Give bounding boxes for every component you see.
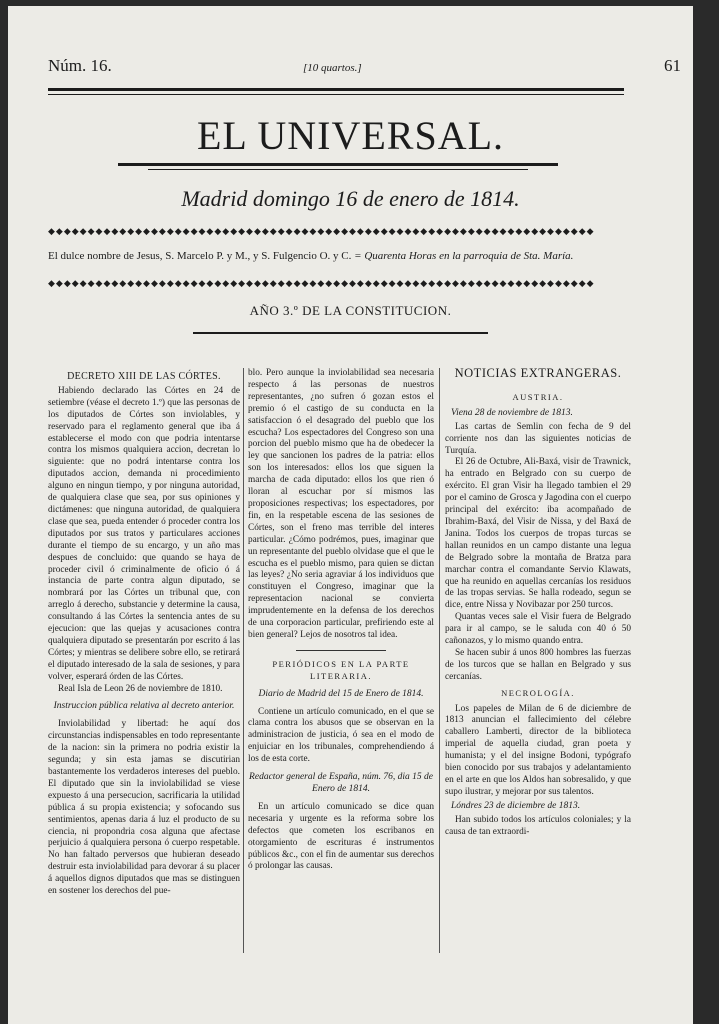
instruction-heading: Instruccion pública relativa al decreto anterior.: [53, 701, 235, 712]
column-1: [48, 368, 240, 898]
issue-number: Núm. 16.: [48, 56, 112, 75]
vienna-dateline: Viena 28 de noviembre de 1813.: [451, 407, 573, 418]
periodicals-heading: PERIÓDICOS EN LA PARTE LITERARIA.: [272, 658, 410, 681]
decree-signature: Real Isla de Leon 26 de noviembre de 1810.: [58, 683, 223, 694]
price-note: [10 quartos.]: [303, 62, 362, 74]
section-rule: [296, 650, 386, 651]
masthead-title: EL UNIVERSAL.: [196, 113, 505, 158]
necrology-text: Los papeles de Milan de 6 de diciembre de 1813 anuncian el fallecimiento del célebre caballero Lamberti, director de la biblioteca imperial de aquella ciudad, gran poeta y humanista; y el del insigne Bodoni, typógrafo bien conocido por sus trabajos y adelantamiento en el arte en que los Aldos han sobresalido, y que supo ilustrar, y mejorar por sus talentos.: [445, 703, 631, 797]
column-3: [445, 368, 631, 839]
decree-text: Habiendo declarado las Córtes en 24 de setiembre (véase el decreto 1.º) que las personas de los diputados de Córtes son inviolables, y reservado para el reglamento general que iba á establecerse el modo con que podria intentarse contra los mismos qualquiera accion, decretan lo siguiente: que no podrá intentarse contra los diputados accion, demanda ni procedimiento alguno en ningun tiempo, y por ninguna autoridad, de qualquiera clase que sea, por sus opiniones y dictámenes: que ninguna autoridad, de qualquiera clase que sea, pueda entender ó proceder contra los diputados por sus tratos y particulares acciones durante el tiempo de su encargo, y un año mas despues de concluido: que quando se haya de proceder civil ó criminalmente de oficio ó á instancia de parte contra algun diputado, se nombrará por las Córtes un tribunal que, con arreglo á derecho, substancie y determine la causa, consultando á las Córtes la sentencia antes de su ejecucion: que las quejas y acusaciones contra qualquiera diputado se presentarán por escrito á las Córtes; y mientras se delibere sobre ello, se retirará el diputado interesado de la sala de sesiones, y para volver, esperará órden de las Córtes.: [48, 385, 240, 682]
austria-heading: AUSTRIA.: [512, 391, 564, 402]
dateline: Madrid domingo 16 de enero de 1814.: [181, 186, 520, 211]
top-rule: [48, 88, 624, 91]
page-folio: 61: [664, 56, 681, 75]
constitution-year: AÑO 3.º DE LA CONSTITUCION.: [249, 303, 452, 318]
instruction-continued: blo. Pero aunque la inviolabilidad sea necesaria respecto á las personas de nuestros representantes, ¿no sufren ó gozan estos el premio ó el castigo de su conducta en la satisfaccion ó el desagrado del pueblo que los escucha? Los espectadores del Congreso son una porcion del pueblo mismo que ha de obedecer la ley que sancionen los padres de la patria: ellos son los interesados: ellos los que siguen la marcha de cada diputado: ellos los que rien ó lloran al escuchar por sí mismos las proposiciones respectivas; los espectadores, por fin, en la respetable escena de las sesiones de Córtes, son el freno mas terrible del interes particular. ¿Cómo podrémos, pues, imaginar que un representante del pueblo olvidase que el que le escucha es el pueblo mismo, para quien se dictan las leyes? ¿No seria agraviar á los individuos que constituyen el Congreso, imaginar que la representacion nacional se convierta imprudentemente en la defensa de los derechos de una corporacion particular, prefiriendo este al bien general? Lejos de nosotros tal idea.: [248, 368, 434, 640]
necrology-heading: NECROLOGÍA.: [501, 687, 575, 698]
title-underline-thin: [148, 169, 528, 170]
diario-heading: Diario de Madrid del 15 de Enero de 1814.: [258, 688, 424, 699]
forty-hours-note: = Quarenta Horas en la parroquia de Sta. María.: [354, 250, 574, 262]
vienna-p2: El 26 de Octubre, Ali-Baxá, visir de Trawnick, ha entrado en Belgrado con su cuerpo de exército. El gran Visir ha llegado tambien el 29 por el camino de Grosca y Jagodina con el cuerpo principal del exército: iba acompañado de Ibrahim-Baxá, del Visir de Nissa, y del Baxá de Janina. Todos los cuerpos de tropas turcas se hallan reunidos en un campo distante una legua de Belgrado sobre la montaña de Bratza para marchar contra el comandante Servio Klawats, que ha reunido en aquellas cercanías los residuos de las tropas servias. Se halla rodeado, segun se dice, entre Nissa y Novibazar por 250 turcos.: [445, 457, 631, 611]
decree-heading: DECRETO XIII DE LAS CÓRTES.: [67, 371, 221, 382]
vienna-p1: Las cartas de Semlin con fecha de 9 del corriente nos dan las siguientes noticias de Turquía.: [445, 421, 631, 456]
diario-text: Contiene un artículo comunicado, en el que se clama contra los abusos que se observan en la administracion de justicia, ó sea en el modo de enjuiciar en los tribunales, comprehendiendo á los de esta corte.: [248, 706, 434, 765]
title-underline: [118, 163, 558, 166]
saints-line: [48, 250, 648, 262]
london-text: Han subido todos los artículos coloniales; y la causa de tan extraordi-: [445, 814, 631, 837]
redactor-text: En un artículo comunicado se dice quan necesaria y urgente es la reforma sobre los defectos que cometen los escribanos en otorgamiento de escrituras é instrumentos públicos &c., con el fin de aumentar sus derechos ó prolongar las causas.: [248, 801, 434, 872]
redactor-heading: Redactor general de España, núm. 76, dia 15 de Enero de 1814.: [249, 772, 433, 794]
column-divider-2: [439, 368, 440, 953]
foreign-news-heading: NOTICIAS EXTRANGERAS.: [454, 366, 622, 380]
top-rule-thin: [48, 94, 624, 95]
london-dateline: Lóndres 23 de diciembre de 1813.: [451, 800, 581, 811]
year-underline: [193, 332, 488, 334]
vienna-p4: Se hacen subir á unos 800 hombres las fuerzas de los turcos que se hallan en Belgrado y sus cercanías.: [445, 647, 631, 682]
column-divider-1: [243, 368, 244, 953]
column-2: [248, 368, 434, 873]
newspaper-page: [8, 6, 693, 1024]
ornament-rule-1: ◆◆◆◆◆◆◆◆◆◆◆◆◆◆◆◆◆◆◆◆◆◆◆◆◆◆◆◆◆◆◆◆◆◆◆◆◆◆◆◆◆◆◆◆◆◆◆◆◆◆◆◆◆◆◆◆◆◆◆◆◆◆◆◆◆◆◆◆◆: [48, 226, 595, 236]
ornament-rule-2: ◆◆◆◆◆◆◆◆◆◆◆◆◆◆◆◆◆◆◆◆◆◆◆◆◆◆◆◆◆◆◆◆◆◆◆◆◆◆◆◆◆◆◆◆◆◆◆◆◆◆◆◆◆◆◆◆◆◆◆◆◆◆◆◆◆◆◆◆◆: [48, 278, 595, 288]
saints-text: El dulce nombre de Jesus, S. Marcelo P. y M., y S. Fulgencio O. y C.: [48, 250, 352, 262]
vienna-p3: Quantas veces sale el Visir fuera de Belgrado para ir al campo, se le saluda con 40 ó 50 cañonazos, y lo mismo quando entra.: [445, 612, 631, 647]
instruction-text: Inviolabilidad y libertad: he aquí dos circunstancias indispensables en todo representante de la nacion: sin la primera no podria existir la segunda; y sin esta jamas se discutirian bastantemente los verdaderos intereses del pueblo. El diputado que sin la inviolabilidad se viese expuesto á una persecucion, sacrificaria la utilidad pública á su propia existencia; y sofocando sus sentimientos, apenas daria á luz el producto de su ciencia, ni propondria cosa alguna que afectase perjuicio á qualquiera persona ó cuerpo respetable. No han faltado perversos que hubieran deseado destruir esta inviolabilidad para devorar á su placer á aquellos dignos diputados que mas se distinguen en sostener los derechos del pue-: [48, 719, 240, 897]
